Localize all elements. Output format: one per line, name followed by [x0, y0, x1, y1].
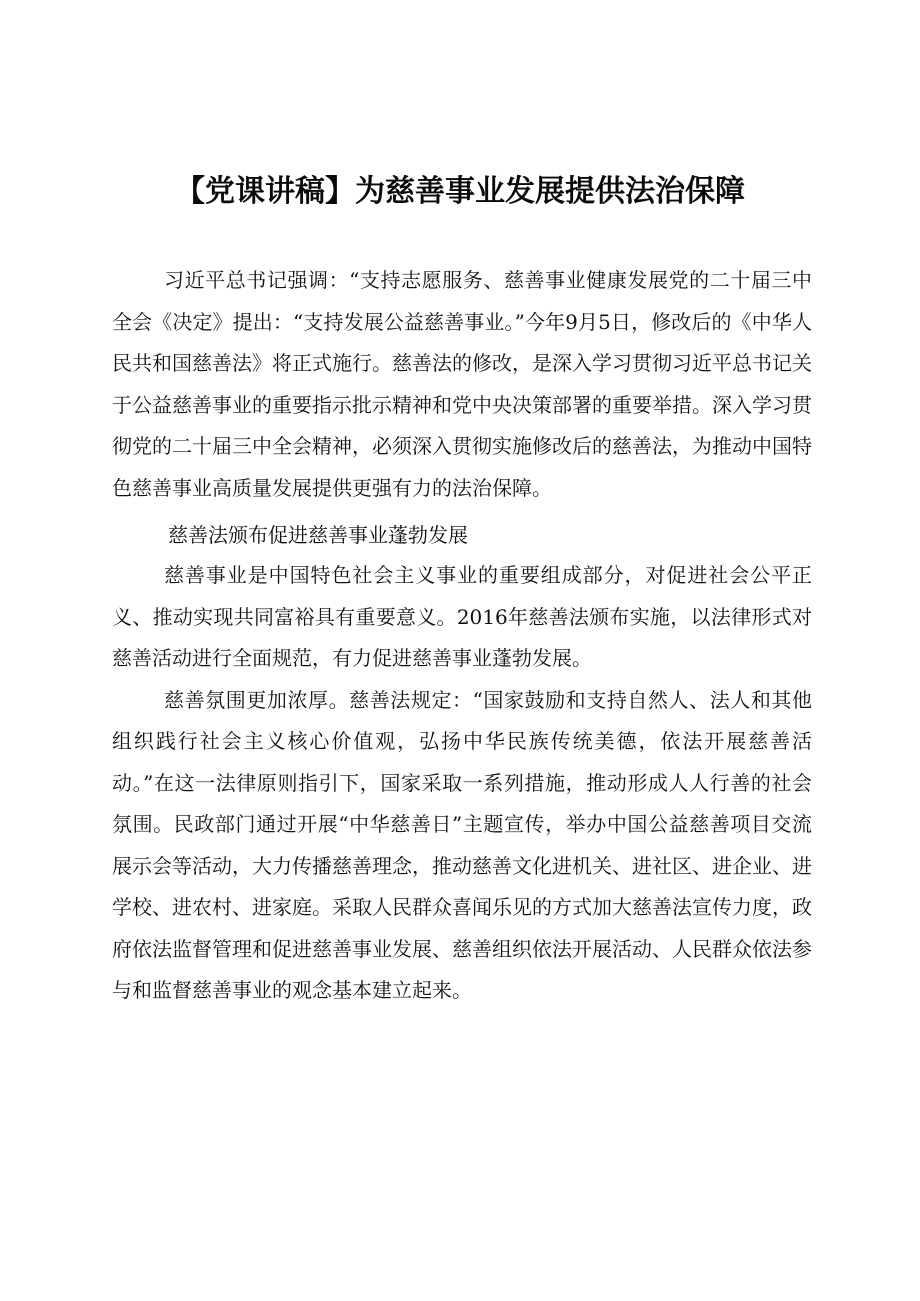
document-body [112, 260, 812, 1012]
section-heading: 慈善法颁布促进慈善事业蓬勃发展 [168, 523, 468, 547]
document-title: 【党课讲稿】为慈善事业发展提供法治保障 [175, 174, 745, 209]
section-paragraph-2: 慈善氛围更加浓厚。慈善法规定：“国家鼓励和支持自然人、法人和其他组织践行社会主义核心价值观，弘扬中华民族传统美德，依法开展慈善活动。”在这一法律原则指引下，国家采取一系列措施，推动形成人人行善的社会氛围。民政部门通过开展“中华慈善日”主题宣传，举办中国公益慈善项目交流展示会等活动，大力传播慈善理念，推动慈善文化进机关、进社区、进企业、进学校、进农村、进家庭。采取人民群众喜闻乐见的方式加大慈善法宣传力度，政府依法监督管理和促进慈善事业发展、慈善组织依法开展活动、人民群众依法参与和监督慈善事业的观念基本建立起来。 [112, 687, 812, 1002]
intro-paragraph: 习近平总书记强调：“支持志愿服务、慈善事业健康发展党的二十届三中全会《决定》提出：“支持发展公益慈善事业。”今年9月5日，修改后的《中华人民共和国慈善法》将正式施行。慈善法的修改，是深入学习贯彻习近平总书记关于公益慈善事业的重要指示批示精神和党中央决策部署的重要举措。深入学习贯彻党的二十届三中全会精神，必须深入贯彻实施修改后的慈善法，为推动中国特色慈善事业高质量发展提供更强有力的法治保障。 [112, 268, 812, 500]
section-paragraph-1: 慈善事业是中国特色社会主义事业的重要组成部分，对促进社会公平正义、推动实现共同富裕具有重要意义。2016年慈善法颁布实施，以法律形式对慈善活动进行全面规范，有力促进慈善事业蓬勃发展。 [112, 563, 812, 670]
